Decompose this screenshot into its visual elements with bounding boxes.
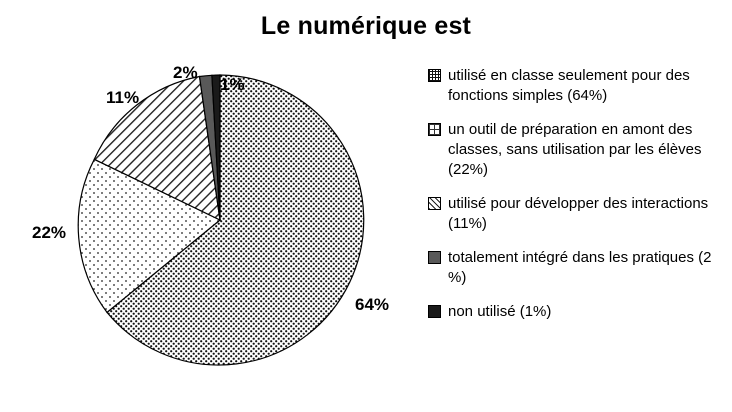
legend-item-2 <box>428 120 728 180</box>
pie-label-2: 22% <box>32 223 67 242</box>
legend-item-4 <box>428 248 728 288</box>
pie-chart <box>32 55 430 405</box>
legend-swatch-dense-dots-icon <box>428 69 441 82</box>
legend-label-5: non utilisé (1%) <box>448 303 552 320</box>
pie-label-3: 11% <box>106 88 140 107</box>
chart-title: Le numérique est <box>260 12 472 40</box>
pie-label-4: 2% <box>173 63 198 82</box>
legend-swatch-gray-icon <box>428 251 441 264</box>
legend-label-4: totalement intégré dans les pratiques (2 %) <box>448 249 712 286</box>
legend-swatch-black-icon <box>428 305 441 318</box>
legend-item-1 <box>428 66 728 106</box>
legend-swatch-diagonal-hatch-icon <box>428 197 441 210</box>
pie-label-1: 64% <box>355 295 390 314</box>
legend-swatch-sparse-dots-icon <box>428 123 441 136</box>
legend-item-5 <box>428 302 728 322</box>
legend-label-3: utilisé pour développer des interactions (11%) <box>448 195 709 232</box>
pie-label-5: 1% <box>220 75 245 94</box>
legend-item-3 <box>428 194 728 234</box>
legend-label-1: utilisé en classe seulement pour des fonctions simples (64%) <box>448 67 690 104</box>
legend-label-2: un outil de préparation en amont des classes, sans utilisation par les élèves (22%) <box>448 121 702 178</box>
chart-legend <box>428 66 728 336</box>
